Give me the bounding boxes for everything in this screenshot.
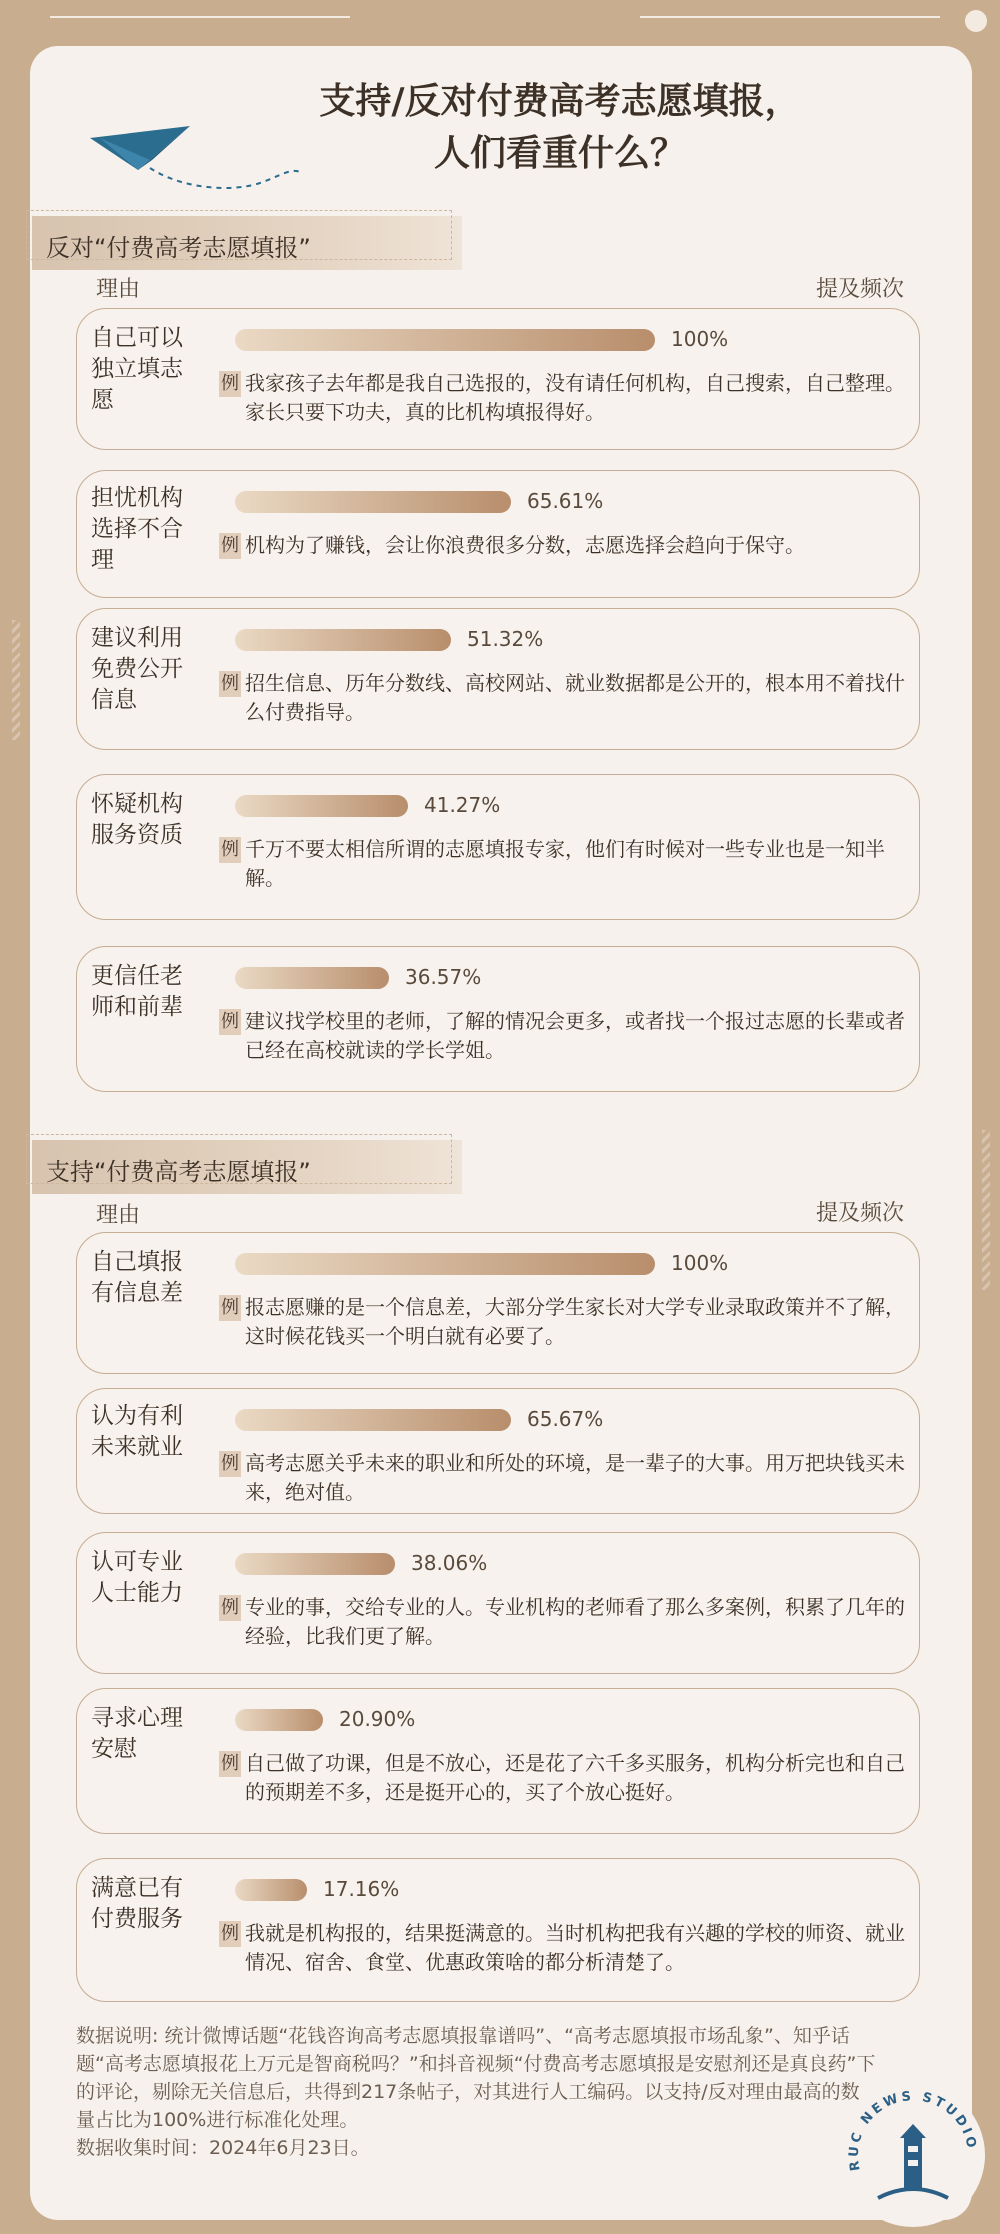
data-label: 36.57%	[405, 965, 482, 989]
title-line-2: 人们看重什么？	[433, 133, 686, 174]
example-badge: 例	[219, 533, 241, 559]
infographic-card	[30, 46, 980, 2220]
chart-row	[76, 1388, 920, 1514]
title-line-1: 支持/反对付费高考志愿填报，	[319, 81, 801, 122]
category-label: 担忧机构选择不合理	[91, 485, 183, 573]
chart-row	[76, 946, 920, 1092]
bar	[235, 1709, 323, 1731]
data-label: 17.16%	[323, 1877, 400, 1901]
section-title: 反对“付费高考志愿填报”	[46, 234, 311, 262]
example-badge: 例	[219, 671, 241, 697]
example-quote: 我家孩子去年都是我自己选报的，没有请任何机构，自己搜索，自己整理。家长只要下功夫，真的比机构填报得好。	[245, 371, 905, 424]
bar	[235, 967, 389, 989]
bar	[235, 629, 451, 651]
data-label: 100%	[671, 1251, 729, 1275]
chart-row	[76, 1688, 920, 1834]
category-label: 更信任老师和前辈	[91, 963, 183, 1020]
bar	[235, 1253, 655, 1275]
category-label: 认为有利未来就业	[91, 1403, 183, 1460]
example-badge: 例	[219, 1595, 241, 1621]
bar	[235, 491, 511, 513]
category-label: 满意已有付费服务	[91, 1875, 183, 1932]
example-quote: 报志愿赚的是一个信息差，大部分学生家长对大学专业录取政策并不了解，这时候花钱买一个明白就有必要了。	[245, 1295, 905, 1348]
bar	[235, 1553, 395, 1575]
column-header-reason: 理由	[96, 1203, 141, 1228]
category-label: 怀疑机构服务资质	[91, 791, 183, 848]
data-note-text: 数据说明: 统计微博话题“花钱咨询高考志愿填报靠谱吗”、“高考志愿填报市场乱象”、知乎话题“高考志愿填报花上万元是智商税吗？”和抖音视频“付费高考志愿填报是安慰剂还是真良药”下的评论，剔除无关信息后，共得到217条帖子，对其进行人工编码。以支持/反对理由最高的数量占比为100%进行标准化处理。	[76, 2025, 876, 2131]
chart-row	[76, 1532, 920, 1674]
example-badge: 例	[219, 1751, 241, 1777]
section-header-support	[32, 1140, 462, 1194]
example-quote: 自己做了功课，但是不放心，还是花了六千多买服务，机构分析完也和自己的预期差不多，还是挺开心的，买了个放心挺好。	[245, 1751, 905, 1804]
example-badge: 例	[219, 837, 241, 863]
category-label: 自己可以独立填志愿	[91, 325, 183, 413]
chart-row	[76, 1858, 920, 2002]
category-label: 自己填报有信息差	[91, 1249, 183, 1306]
top-left-divider	[50, 16, 350, 18]
side-hatch-left	[12, 620, 20, 740]
section-title: 支持“付费高考志愿填报”	[46, 1158, 311, 1186]
chart-row	[76, 308, 920, 450]
category-label: 建议利用免费公开信息	[91, 625, 183, 713]
example-quote: 招生信息、历年分数线、高校网站、就业数据都是公开的，根本用不着找什么付费指导。	[245, 671, 905, 724]
data-label: 20.90%	[339, 1707, 416, 1731]
example-quote: 高考志愿关乎未来的职业和所处的环境，是一辈子的大事。用万把块钱买未来，绝对值。	[245, 1451, 905, 1504]
data-label: 38.06%	[411, 1551, 488, 1575]
top-right-divider	[640, 16, 940, 18]
side-hatch-right	[982, 1130, 990, 1290]
data-note	[76, 2022, 876, 2162]
example-badge: 例	[219, 371, 241, 397]
chart-row	[76, 608, 920, 750]
data-label: 65.61%	[527, 489, 604, 513]
category-label: 寻求心理安慰	[91, 1705, 183, 1762]
data-label: 65.67%	[527, 1407, 604, 1431]
bar	[235, 329, 655, 351]
example-badge: 例	[219, 1921, 241, 1947]
bar	[235, 1409, 511, 1431]
chart-row	[76, 1232, 920, 1374]
ruc-news-studio-logo	[838, 2080, 988, 2230]
example-badge: 例	[219, 1009, 241, 1035]
example-quote: 机构为了赚钱，会让你浪费很多分数，志愿选择会趋向于保守。	[245, 533, 805, 557]
example-badge: 例	[219, 1295, 241, 1321]
example-quote: 千万不要太相信所谓的志愿填报专家，他们有时候对一些专业也是一知半解。	[245, 837, 885, 890]
category-label: 认可专业人士能力	[91, 1549, 183, 1606]
example-badge: 例	[219, 1451, 241, 1477]
section-header-oppose	[32, 216, 462, 270]
data-label: 100%	[671, 327, 729, 351]
column-header-frequency: 提及频次	[816, 1201, 905, 1226]
example-quote: 建议找学校里的老师，了解的情况会更多，或者找一个报过志愿的长辈或者已经在高校就读的学长学姐。	[245, 1009, 905, 1062]
data-collection-date: 数据收集时间：2024年6月23日。	[76, 2137, 370, 2159]
data-label: 51.32%	[467, 627, 544, 651]
chart-row	[76, 774, 920, 920]
bar	[235, 795, 408, 817]
top-right-dot	[965, 10, 987, 32]
example-quote: 我就是机构报的，结果挺满意的。当时机构把我有兴趣的学校的师资、就业情况、宿舍、食堂、优惠政策啥的都分析清楚了。	[245, 1921, 905, 1974]
column-header-reason: 理由	[96, 277, 141, 302]
column-header-frequency: 提及频次	[816, 277, 905, 302]
chart-row	[76, 470, 920, 598]
bar	[235, 1879, 307, 1901]
example-quote: 专业的事，交给专业的人。专业机构的老师看了那么多案例，积累了几年的经验，比我们更了解。	[245, 1595, 905, 1648]
svg-text:RUC NEWS STUDIO: RUC NEWS STUDIO	[846, 2089, 980, 2172]
data-label: 41.27%	[424, 793, 501, 817]
page-title	[230, 76, 890, 180]
